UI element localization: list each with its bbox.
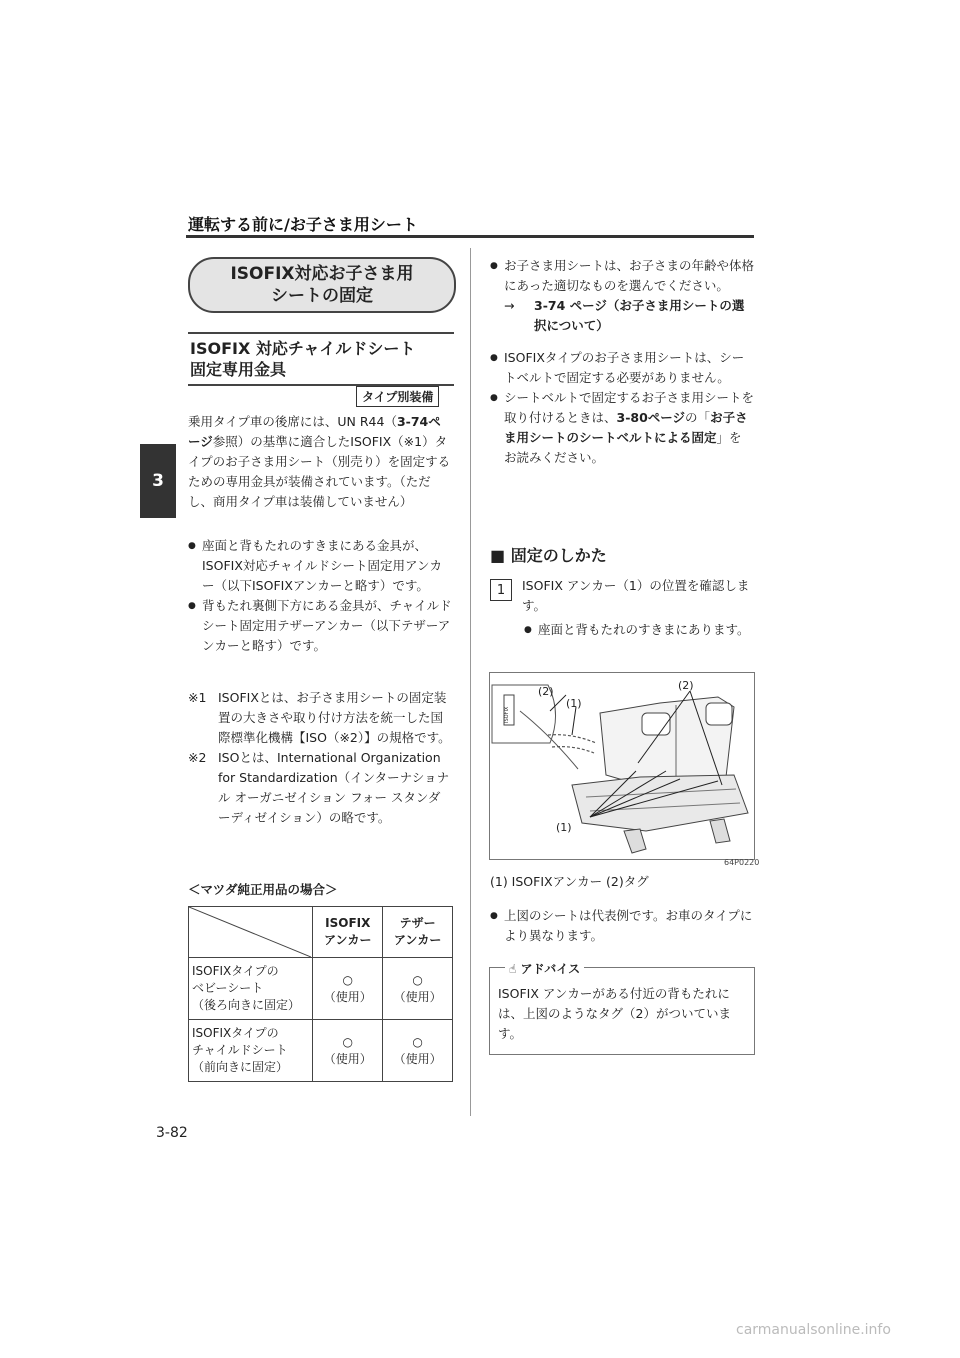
note-mark: ※2 <box>188 750 207 765</box>
table-caption: ＜マツダ純正用品の場合＞ <box>188 882 338 897</box>
section-title-line1: ISOFIX対応お子さま用 <box>230 264 414 284</box>
advice-title <box>505 960 584 977</box>
seat-drawing <box>490 673 754 859</box>
list-item: ● 背もたれ裏側下方にある金具が、チャイルドシート固定用テザーアンカー（以下テザーアンカーと略す）です。 <box>188 596 452 656</box>
section-title-box <box>188 257 456 313</box>
subsection-heading <box>188 332 454 386</box>
circle-mark: ○ <box>412 1034 423 1049</box>
note-text: ISOとは、International Organization for Standardization（インターナショナル オーガニゼイション フォー スタンダーディゼイション）の略です。 <box>218 750 450 825</box>
left-bullet-list <box>188 536 452 656</box>
advice-title-text: アドバイス <box>520 962 581 976</box>
subhead-line1: ISOFIX 対応チャイルドシート <box>190 339 416 358</box>
bullet3-text-c: 」をお読みください。 <box>504 430 742 465</box>
list-item <box>490 388 754 468</box>
table-cell <box>313 1020 383 1082</box>
intro-page-ref[interactable]: 3-74ページ <box>188 414 441 449</box>
step-content <box>522 576 754 640</box>
list-item: ● 座面と背もたれのすきまにある金具が、ISOFIX対応チャイルドシート固定用アンカー（以下ISOFIXアンカーと略す）です。 <box>188 536 452 596</box>
table-header-tether: テザー アンカー <box>383 907 453 958</box>
advice-text: ISOFIX アンカーがある付近の背もたれには、上図のようなタグ（2）がついています。 <box>498 986 731 1041</box>
notes-list <box>188 688 452 828</box>
intro-text-b: 参照）の基準に適合したISOFIX（※1）タイプのお子さま用シート（別売り）を固定するための専用金具が装備されています。（ただし、商用タイプ車は装備していません） <box>188 434 451 509</box>
list-item: ● お子さま用シートは、お子さまの年齢や体格にあった適切なものを選んでください。 <box>490 256 754 296</box>
procedure-heading: ■ 固定のしかた <box>490 546 607 565</box>
figure-note-list <box>490 906 754 946</box>
list-item: ● ISOFIXタイプのお子さま用シートは、シートベルトで固定する必要がありません。 <box>490 348 754 388</box>
step-text: ISOFIX アンカー（1）の位置を確認します。 <box>522 578 750 613</box>
bullet3-text-a: シートベルトで固定するお子さま用シートを取り付けるときは、 <box>504 390 755 425</box>
pointing-hand-icon: ☝ <box>509 962 517 976</box>
note-mark: ※1 <box>188 690 207 705</box>
table-cell <box>383 1020 453 1082</box>
figure-label: (1) <box>566 697 582 710</box>
table-cell <box>313 958 383 1020</box>
chapter-tab: 3 <box>140 444 176 518</box>
page-number: 3-82 <box>156 1125 188 1141</box>
table-row <box>189 958 453 1020</box>
usage-note: （使用） <box>323 989 372 1004</box>
diagonal-line <box>189 907 311 957</box>
right-bullet-list <box>490 256 754 468</box>
figure-label: (2) <box>678 679 694 692</box>
table-row <box>189 1020 453 1082</box>
table-header-isofix: ISOFIX アンカー <box>313 907 383 958</box>
usage-note: （使用） <box>323 1051 372 1066</box>
column-divider <box>470 248 471 1116</box>
intro-paragraph <box>188 412 452 512</box>
arrow-icon: → <box>504 298 515 313</box>
page-header-title: 運転する前に/お子さま用シート <box>188 215 418 234</box>
bullet3-text-b: の「 <box>685 410 711 425</box>
intro-text-a: 乗用タイプ車の後席には、UN R44（ <box>188 414 397 429</box>
header-rule <box>186 235 754 238</box>
step-number: 1 <box>490 579 512 601</box>
table-row-label: ISOFIXタイプの チャイルドシート （前向きに固定） <box>189 1020 313 1082</box>
circle-mark: ○ <box>342 972 354 987</box>
table-cell <box>383 958 453 1020</box>
note-item <box>188 688 452 748</box>
circle-mark: ○ <box>342 1034 354 1049</box>
usage-note: （使用） <box>393 989 442 1004</box>
step-bullet: ● 座面と背もたれのすきまにあります。 <box>524 620 754 640</box>
section-title-line2: シートの固定 <box>271 286 373 306</box>
list-item: ● 上図のシートは代表例です。お車のタイプにより異なります。 <box>490 906 754 946</box>
figure-code-outside: 64P0220 <box>724 858 760 867</box>
figure-label: (1) <box>556 821 572 834</box>
bullet3-page-ref[interactable]: 3-80ページ <box>616 410 686 425</box>
subhead-line2: 固定専用金具 <box>190 360 287 379</box>
figure-caption: (1) ISOFIXアンカー (2)タグ <box>490 874 649 889</box>
bullet3-bold-ref[interactable]: お子さま用シートのシートベルトによる固定 <box>504 410 748 445</box>
option-badge: タイプ別装備 <box>356 386 439 407</box>
tag-text: ISOFIX <box>504 706 510 723</box>
usage-note: （使用） <box>393 1051 442 1066</box>
note-item <box>188 748 452 828</box>
circle-mark: ○ <box>412 972 423 987</box>
note-text: ISOFIXとは、お子さま用シートの固定装置の大きさや取り付け方法を統一した国際標準化機構【ISO（※2）】の規格です。 <box>218 690 451 745</box>
watermark: carmanualsonline.info <box>736 1322 891 1338</box>
figure-label: (2) <box>538 685 554 698</box>
usage-table <box>188 906 453 1082</box>
seat-illustration <box>489 672 755 860</box>
table-corner-cell <box>189 907 313 958</box>
cross-reference[interactable] <box>490 296 754 336</box>
table-row-label: ISOFIXタイプの ベビーシート （後ろ向きに固定） <box>189 958 313 1020</box>
cross-reference-text: 3-74 ページ（お子さま用シートの選択について） <box>534 298 745 333</box>
